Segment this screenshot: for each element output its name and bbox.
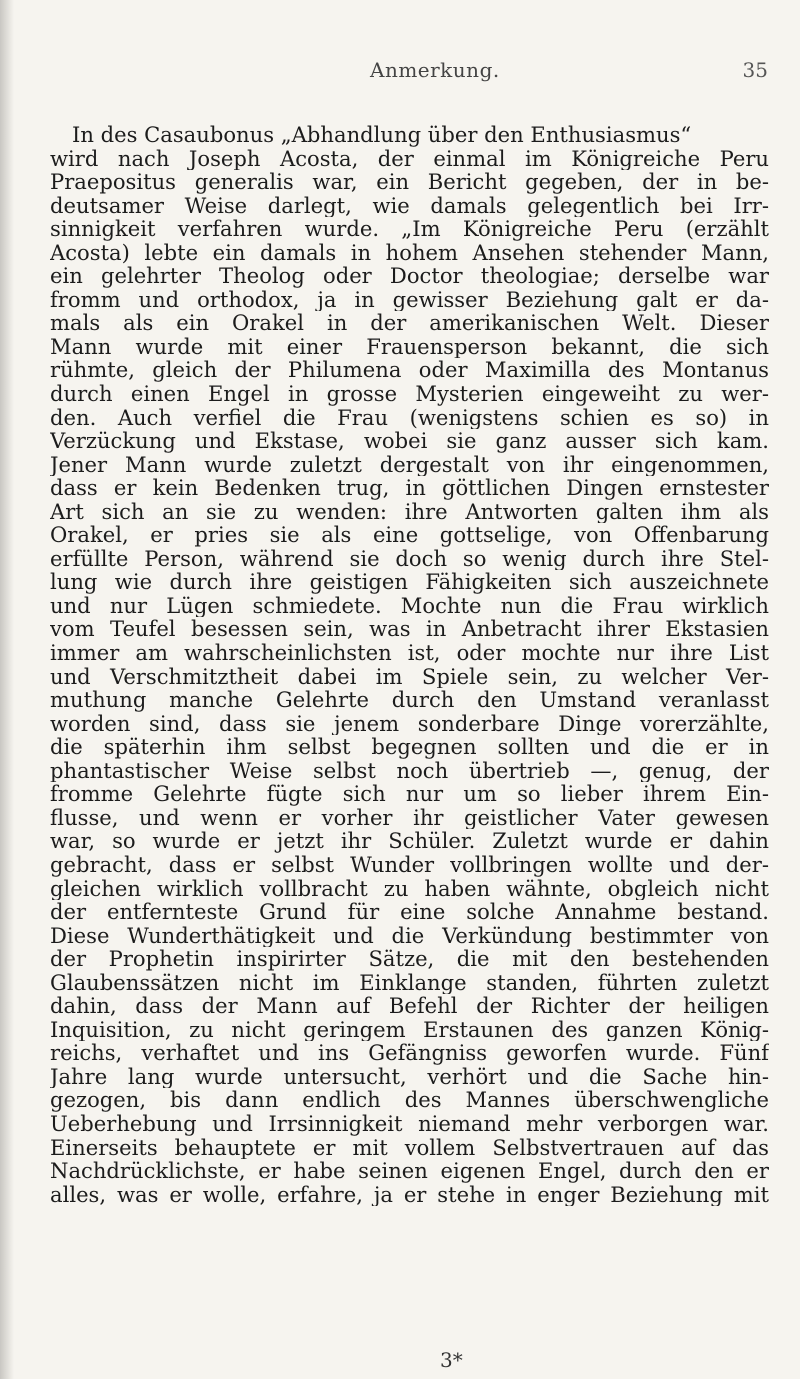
text-line: sinnigkeit verfahren wurde. „Im Königreiche Peru (erzählt	[50, 217, 769, 241]
text-line: Jener Mann wurde zuletzt dergestalt von ihr eingenommen,	[50, 452, 769, 477]
text-line: lung wie durch ihre geistigen Fähigkeiten sich auszeichnete	[50, 570, 769, 594]
text-line: und Verschmitztheit dabei im Spiele sein, zu welcher Ver-	[50, 664, 769, 689]
text-line: flusse, und wenn er vorher ihr geistlicher Vater gewesen	[50, 805, 769, 830]
text-line: durch einen Engel in grosse Mysterien eingeweiht zu wer-	[50, 382, 769, 406]
text-line: den. Auch verfiel die Frau (wenigstens schien es so) in	[50, 405, 769, 430]
text-line: Nachdrücklichste, er habe seinen eigenen Engel, durch den er	[50, 1159, 769, 1183]
text-line: Diese Wunderthätigkeit und die Verkündung bestimmter von	[50, 923, 769, 948]
text-line: der Prophetin inspirirter Sätze, die mit den bestehenden	[50, 947, 769, 971]
text-line: Verzückung und Ekstase, wobei sie ganz ausser sich kam.	[50, 429, 769, 453]
text-line: Art sich an sie zu wenden: ihre Antworten galten ihm als	[50, 499, 769, 524]
text-line: rühmte, gleich der Philumena oder Maximilla des Montanus	[50, 358, 769, 383]
body-text	[50, 123, 769, 1206]
text-line: und nur Lügen schmiedete. Mochte nun die Frau wirklich	[50, 593, 769, 618]
text-line: In des Casaubonus „Abhandlung über den Enthusiasmus“	[72, 122, 692, 147]
text-line: gleichen wirklich vollbracht zu haben wähnte, obgleich nicht	[50, 876, 769, 901]
text-line: vom Teufel besessen sein, was in Anbetracht ihrer Ekstasien	[50, 617, 769, 642]
text-line: Inquisition, zu nicht geringem Erstaunen des ganzen König-	[50, 1017, 769, 1042]
text-line: ein gelehrter Theolog oder Doctor theologiae; derselbe war	[50, 264, 769, 288]
text-line: deutsamer Weise darlegt, wie damals gelegentlich bei Irr-	[50, 193, 769, 218]
text-line: war, so wurde er jetzt ihr Schüler. Zuletzt wurde er dahin	[50, 829, 769, 853]
text-line: dahin, dass der Mann auf Befehl der Richter der heiligen	[50, 994, 769, 1018]
text-line: immer am wahrscheinlichsten ist, oder mochte nur ihre List	[50, 641, 769, 665]
page-header	[50, 56, 770, 96]
text-line: muthung manche Gelehrte durch den Umstand veranlasst	[50, 688, 769, 712]
text-line: phantastischer Weise selbst noch übertrieb —, genug, der	[50, 758, 769, 783]
text-line: fromm und orthodox, ja in gewisser Beziehung galt er da-	[50, 287, 769, 312]
text-line: gebracht, dass er selbst Wunder vollbringen wollte und der-	[50, 852, 769, 877]
text-line: alles, was er wolle, erfahre, ja er stehe in enger Beziehung mit	[50, 1182, 769, 1207]
text-line: reichs, verhaftet und ins Gefängniss geworfen wurde. Fünf	[50, 1041, 769, 1065]
text-line: die späterhin ihm selbst begegnen sollten und die er in	[50, 735, 769, 759]
text-line: Glaubenssätzen nicht im Einklange standen, führten zuletzt	[50, 970, 769, 995]
page-number: 35	[742, 58, 768, 82]
text-line: Mann wurde mit einer Frauensperson bekannt, die sich	[50, 334, 769, 359]
text-line: erfüllte Person, während sie doch so wenig durch ihre Stel-	[50, 546, 769, 571]
text-line: wird nach Joseph Acosta, der einmal im Königreiche Peru	[50, 146, 769, 171]
text-line: Ueberhebung und Irrsinnigkeit niemand mehr verborgen war.	[50, 1111, 769, 1136]
printer-signature: 3*	[440, 1348, 463, 1372]
text-line: mals als ein Orakel in der amerikanischen Welt. Dieser	[50, 311, 769, 335]
text-line: Acosta) lebte ein damals in hohem Ansehen stehender Mann,	[50, 240, 769, 265]
text-line: der entfernteste Grund für eine solche Annahme bestand.	[50, 900, 769, 924]
text-line: dass er kein Bedenken trug, in göttlichen Dingen ernstester	[50, 476, 769, 500]
page-gutter-shadow	[0, 0, 14, 1379]
text-line: Einerseits behauptete er mit vollem Selbstvertrauen auf das	[50, 1135, 769, 1160]
text-line: Praepositus generalis war, ein Bericht gegeben, der in be-	[50, 170, 769, 194]
text-line: worden sind, dass sie jenem sonderbare Dinge vorerzählte,	[50, 711, 769, 736]
running-head: Anmerkung.	[370, 58, 500, 82]
text-line: Orakel, er pries sie als eine gottselige, von Offenbarung	[50, 523, 769, 547]
text-line: gezogen, bis dann endlich des Mannes überschwengliche	[50, 1088, 769, 1112]
text-line: fromme Gelehrte fügte sich nur um so lieber ihrem Ein-	[50, 782, 769, 806]
text-line: Jahre lang wurde untersucht, verhört und die Sache hin-	[50, 1064, 769, 1089]
